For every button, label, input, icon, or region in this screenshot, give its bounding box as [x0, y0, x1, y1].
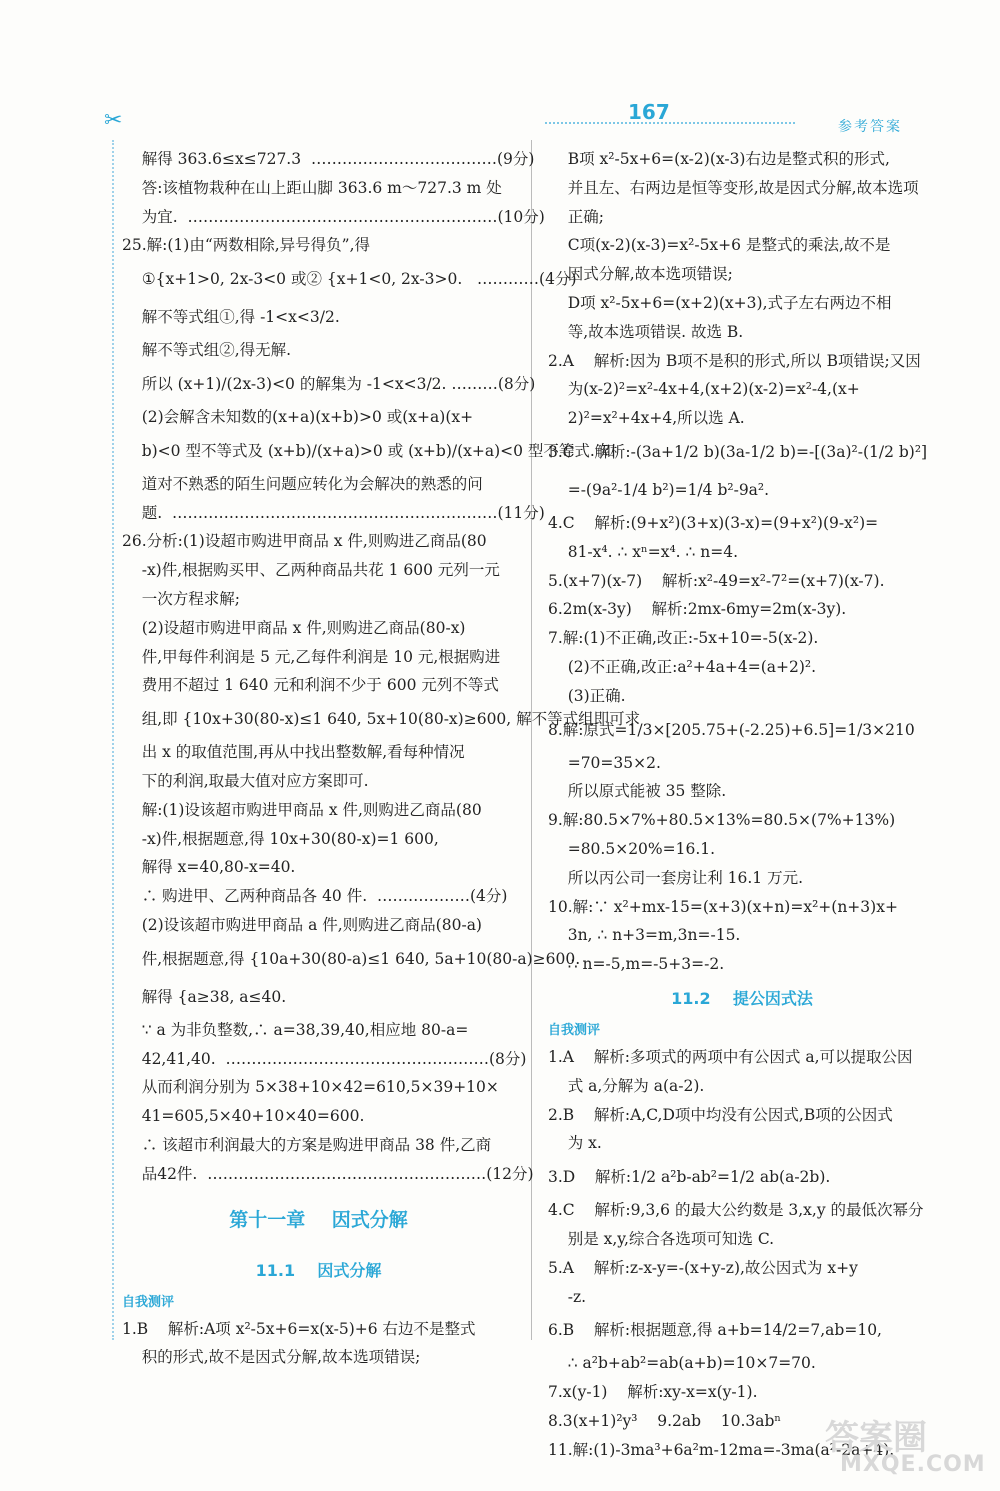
cut-line	[112, 140, 114, 1340]
text-line: 1.A 解析:多项式的两项中有公因式 a,可以提取公因	[548, 1047, 913, 1066]
text-line: C项(x-2)(x-3)=x²-5x+6 是整式的乘法,故不是	[548, 236, 891, 255]
text-line: 为 x.	[548, 1134, 602, 1153]
text-line: 6.2m(x-3y) 解析:2mx-6my=2m(x-3y).	[548, 600, 847, 619]
text-line: b)<0 型不等式及 (x+b)/(x+a)>0 或 (x+b)/(x+a)<0 型不等式. 知	[122, 441, 616, 460]
right-column	[548, 145, 936, 1464]
text-line: 5.(x+7)(x-7) 解析:x²-49=x²-7²=(x+7)(x-7).	[548, 571, 885, 590]
text-line: 3.D 解析:1/2 a²b-ab²=1/2 ab(a-2b).	[548, 1168, 831, 1187]
text-line: 8.解:原式=1/3×[205.75+(-2.25)+6.5]=1/3×210	[548, 720, 915, 739]
text-line: 8.3(x+1)²y³ 9.2ab 10.3abⁿ	[548, 1411, 782, 1430]
text-line: -x)件,根据购买甲、乙两种商品共花 1 600 元列一元	[122, 561, 500, 580]
text-line: 出 x 的取值范围,再从中找出整数解,看每种情况	[122, 743, 465, 762]
subsection-label: 自我测评	[548, 1022, 601, 1038]
column-divider	[531, 140, 532, 1340]
text-line: 11.解:(1)-3ma³+6a²m-12ma=-3ma(a²-2a+4).	[548, 1440, 895, 1459]
text-line: (3)正确.	[548, 686, 626, 705]
section-label: 参考答案	[838, 119, 902, 135]
text-line: 一次方程求解;	[122, 589, 240, 608]
text-line: ∴ 该超市利润最大的方案是购进甲商品 38 件,乙商	[122, 1135, 492, 1154]
text-line: 4.C 解析:(9+x²)(3+x)(3-x)=(9+x²)(9-x²)=	[548, 513, 879, 532]
text-line: 81-x⁴. ∴ xⁿ=x⁴. ∴ n=4.	[548, 542, 739, 561]
watermark-url: MXQE.COM	[840, 1452, 986, 1477]
text-line: 25.解:(1)由“两数相除,异号得负”,得	[122, 236, 371, 255]
text-line: 道对不熟悉的陌生问题应转化为会解决的熟悉的问	[122, 474, 483, 493]
text-line: 件,根据题意,得 {10a+30(80-a)≤1 640, 5a+10(80-a)≥600.	[122, 949, 581, 968]
text-line: 解不等式组①,得 -1<x<3/2.	[122, 308, 340, 327]
text-line: =-(9a²-1/4 b²)=1/4 b²-9a².	[548, 480, 770, 499]
text-line: 因式分解,故本选项错误;	[548, 265, 733, 284]
text-line: 品42件. ………………………………………………(12分)	[122, 1164, 534, 1183]
chapter-title: 第十一章 因式分解	[229, 1208, 408, 1231]
text-line: 答:该植物栽种在山上距山脚 363.6 m～727.3 m 处	[122, 178, 502, 197]
text-line: =70=35×2.	[548, 753, 661, 772]
text-line: (2)设该超市购进甲商品 a 件,则购进乙商品(80-a)	[122, 915, 482, 934]
text-line: 为宜. ……………………………………………………(10分)	[122, 207, 545, 226]
text-line: 5.A 解析:z-x-y=-(x+y-z),故公因式为 x+y	[548, 1258, 858, 1277]
text-line: 7.解:(1)不正确,改正:-5x+10=-5(x-2).	[548, 629, 819, 648]
text-line: 10.解:∵ x²+mx-15=(x+3)(x+n)=x²+(n+3)x+	[548, 897, 898, 916]
text-line: B项 x²-5x+6=(x-2)(x-3)右边是整式积的形式,	[548, 150, 890, 168]
section-title: 11.2 提公因式法	[671, 988, 813, 1008]
text-line: ①{x+1>0, 2x-3<0 或② {x+1<0, 2x-3>0. …………(4分)	[122, 270, 577, 289]
page-number: 167	[628, 100, 670, 124]
text-line: 费用不超过 1 640 元和利润不少于 600 元列不等式	[122, 676, 499, 695]
text-line: ∴ n=-5,m=-5+3=-2.	[548, 955, 725, 974]
text-line: =80.5×20%=16.1.	[548, 839, 716, 858]
text-line: 解得 363.6≤x≤727.3 ………………………………(9分)	[122, 150, 535, 168]
watermark-logo: 答案圈	[825, 1418, 927, 1458]
text-line: 下的利润,取最大值对应方案即可.	[122, 771, 369, 790]
text-line: (2)不正确,改正:a²+4a+4=(a+2)².	[548, 657, 817, 676]
text-line: 并且左、右两边是恒等变形,故是因式分解,故本选项	[548, 178, 919, 197]
text-line: 42,41,40. ……………………………………………(8分)	[122, 1049, 527, 1068]
text-line: 9.解:80.5×7%+80.5×13%=80.5×(7%+13%)	[548, 811, 896, 830]
text-line: ∵ a 为非负整数,∴ a=38,39,40,相应地 80-a=	[122, 1020, 469, 1039]
text-line: 6.B 解析:根据题意,得 a+b=14/2=7,ab=10,	[548, 1321, 882, 1340]
header-arrows	[545, 122, 795, 132]
text-line: 正确;	[548, 207, 604, 226]
text-line: 2.B 解析:A,C,D项中均没有公因式,B项的公因式	[548, 1105, 893, 1124]
text-line: 所以原式能被 35 整除.	[548, 782, 727, 801]
text-line: 26.分析:(1)设超市购进甲商品 x 件,则购进乙商品(80	[122, 532, 487, 551]
text-line: 解得 x=40,80-x=40.	[122, 858, 296, 877]
text-line: 解:(1)设该超市购进甲商品 x 件,则购进乙商品(80	[122, 800, 482, 819]
text-line: 7.x(y-1) 解析:xy-x=x(y-1).	[548, 1383, 758, 1402]
subsection-label: 自我测评	[122, 1294, 175, 1310]
text-line: 2.A 解析:因为 B项不是积的形式,所以 B项错误;又因	[548, 351, 921, 370]
text-line: 积的形式,故不是因式分解,故本选项错误;	[122, 1348, 421, 1367]
text-line: -x)件,根据题意,得 10x+30(80-x)=1 600,	[122, 829, 439, 848]
text-line: 题. ………………………………………………………(11分)	[122, 503, 545, 522]
text-line: 等,故本选项错误. 故选 B.	[548, 322, 744, 341]
text-line: ∴ 购进甲、乙两种商品各 40 件. ………………(4分)	[122, 887, 508, 906]
text-line: 为(x-2)²=x²-4x+4,(x+2)(x-2)=x²-4,(x+	[548, 380, 860, 399]
text-line: ∴ a²b+ab²=ab(a+b)=10×7=70.	[548, 1354, 816, 1373]
text-line: -z.	[548, 1287, 587, 1306]
text-line: (2)会解含未知数的(x+a)(x+b)>0 或(x+a)(x+	[122, 407, 474, 426]
text-line: 41=605,5×40+10×40=600.	[122, 1107, 365, 1126]
text-line: 式 a,分解为 a(a-2).	[548, 1076, 705, 1095]
text-line: (2)设超市购进甲商品 x 件,则购进乙商品(80-x)	[122, 618, 466, 637]
text-line: D项 x²-5x+6=(x+2)(x+3),式子左右两边不相	[548, 293, 892, 312]
scissors-icon: ✂	[104, 108, 123, 133]
text-line: 件,甲每件利润是 5 元,乙每件利润是 10 元,根据购进	[122, 647, 501, 666]
text-line: 所以 (x+1)/(2x-3)<0 的解集为 -1<x<3/2. ………(8分)	[122, 374, 536, 393]
section-title: 11.1 因式分解	[255, 1260, 382, 1280]
text-line: 3n, ∴ n+3=m,3n=-15.	[548, 926, 741, 945]
text-line: 3.C 解析:-(3a+1/2 b)(3a-1/2 b)=-[(3a)²-(1/2 b)²]	[548, 442, 928, 461]
text-line: 解得 {a≥38, a≤40.	[122, 987, 287, 1006]
text-line: 4.C 解析:9,3,6 的最大公约数是 3,x,y 的最低次幂分	[548, 1201, 924, 1220]
text-line: 组,即 {10x+30(80-x)≤1 640, 5x+10(80-x)≥600, 解不等式组即可求	[122, 710, 641, 729]
text-line: 别是 x,y,综合各选项可知选 C.	[548, 1229, 775, 1248]
text-line: 1.B 解析:A项 x²-5x+6=x(x-5)+6 右边不是整式	[122, 1319, 476, 1338]
text-line: 2)²=x²+4x+4,所以选 A.	[548, 409, 745, 428]
text-line: 所以丙公司一套房让利 16.1 万元.	[548, 868, 804, 887]
text-line: 从而利润分别为 5×38+10×42=610,5×39+10×	[122, 1078, 499, 1097]
text-line: 解不等式组②,得无解.	[122, 341, 292, 360]
